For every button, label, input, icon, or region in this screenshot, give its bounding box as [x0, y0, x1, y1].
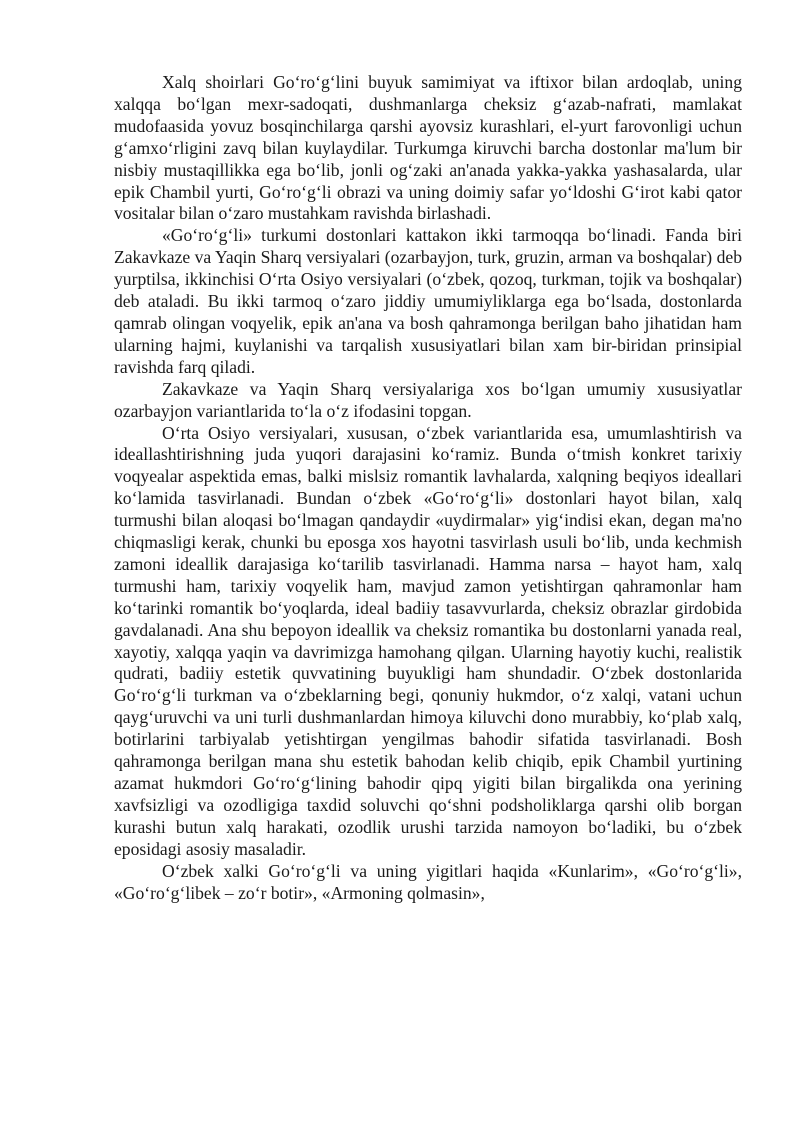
paragraph-5: O‘zbek xalki Go‘ro‘g‘li va uning yigitlari haqida «Kunlarim», «Go‘ro‘g‘li», «Go‘ro‘g‘libek – zo‘r botir», «Armoning qolmasin»,: [114, 860, 742, 903]
paragraph-3: Zakavkaze va Yaqin Sharq versiyalariga xos bo‘lgan umumiy xususiyatlar ozarbayjon variantlarida to‘la o‘z ifodasini topgan.: [114, 378, 742, 421]
paragraph-1: Xalq shoirlari Go‘ro‘g‘lini buyuk samimiyat va iftixor bilan ardoqlab, uning xalqqa bo‘lgan mexr-sadoqati, dushmanlarga cheksiz g‘azab-nafrati, mamlakat mudofaasida yovuz bosqinchilarga qarshi ayovsiz kurashlari, el-yurt farovonligi uchun g‘amxo‘rligini zavq bilan kuylaydilar. Turkumga kiruvchi barcha dostonlar ma'lum bir nisbiy mustaqillikka ega bo‘lib, jonli og‘zaki an'anada yakka-yakka yashasalarda, ular epik Chambil yurti, Go‘ro‘g‘li obrazi va uning doimiy safar yo‘ldoshi G‘irot kabi qator vositalar bilan o‘zaro mustahkam ravishda birlashadi.: [114, 72, 742, 224]
document-page: [114, 72, 742, 904]
paragraph-2: «Go‘ro‘g‘li» turkumi dostonlari kattakon ikki tarmoqqa bo‘linadi. Fanda biri Zakavkaze va Yaqin Sharq versiyalari (ozarbayjon, turk, gruzin, arman va boshqalar) deb yurptilsa, ikkinchisi O‘rta Osiyo versiyalari (o‘zbek, qozoq, turkman, tojik va boshqalar) deb ataladi. Bu ikki tarmoq o‘zaro jiddiy umumiyliklarga ega bo‘lsada, dostonlarda qamrab olingan voqyelik, epik an'ana va bosh qahramonga berilgan baho jihatidan ham ularning hajmi, kuylanishi va tarqalish xususiyatlari bilan xam bir-biridan prinsipial ravishda farq qiladi.: [114, 225, 742, 377]
paragraph-4: O‘rta Osiyo versiyalari, xususan, o‘zbek variantlarida esa, umumlashtirish va ideallashtirishning juda yuqori darajasini ko‘ramiz. Bunda o‘tmish konkret tarixiy voqyealar aspektida emas, balki mislsiz romantik lavhalarda, xalqning beqiyos ideallari ko‘lamida tasvirlanadi. Bundan o‘zbek «Go‘ro‘g‘li» dostonlari hayot bilan, xalq turmushi bilan aloqasi bo‘lmagan qandaydir «uydirmalar» yig‘indisi ekan, degan ma'no chiqmasligi kerak, chunki bu eposga xos hayotni tasvirlash usuli bo‘lib, unda kechmish zamoni ideallik darajasiga ko‘tarilib tasvirlanadi. Hamma narsa – hayot ham, xalq turmushi ham, tarixiy voqyelik ham, mavjud zamon yetishtirgan qahramonlar ham ko‘tarinki romantik bo‘yoqlarda, ideal badiiy tasavvurlarda, cheksiz obrazlar girdobida gavdalanadi. Ana shu bepoyon ideallik va cheksiz romantika bu dostonlarni yanada real, xayotiy, xalqqa yaqin va davrimizga hamohang qilgan. Ularning hayotiy kuchi, realistik qudrati, badiiy estetik quvvatining buyukligi ham shundadir. O‘zbek dostonlarida Go‘ro‘g‘li turkman va o‘zbeklarning begi, qonuniy hukmdor, o‘z xalqi, vatani uchun qayg‘uruvchi va uni turli dushmanlardan himoya kiluvchi dono murabbiy, ko‘plab xalq, botirlarini tarbiyalab yetishtirgan yengilmas bahodir sifatida tasvirlanadi. Bosh qahramonga berilgan mana shu estetik bahodan kelib chiqib, epik Chambil yurtining azamat hukmdori Go‘ro‘g‘lining bahodir qipq yigiti bilan birgalikda ona yerining xavfsizligi va ozodligiga taxdid soluvchi qo‘shni podsholiklarga qarshi olib borgan kurashi butun xalq harakati, ozodlik urushi tarzida namoyon bo‘ladiki, bu o‘zbek eposidagi asosiy masaladir.: [114, 422, 742, 859]
